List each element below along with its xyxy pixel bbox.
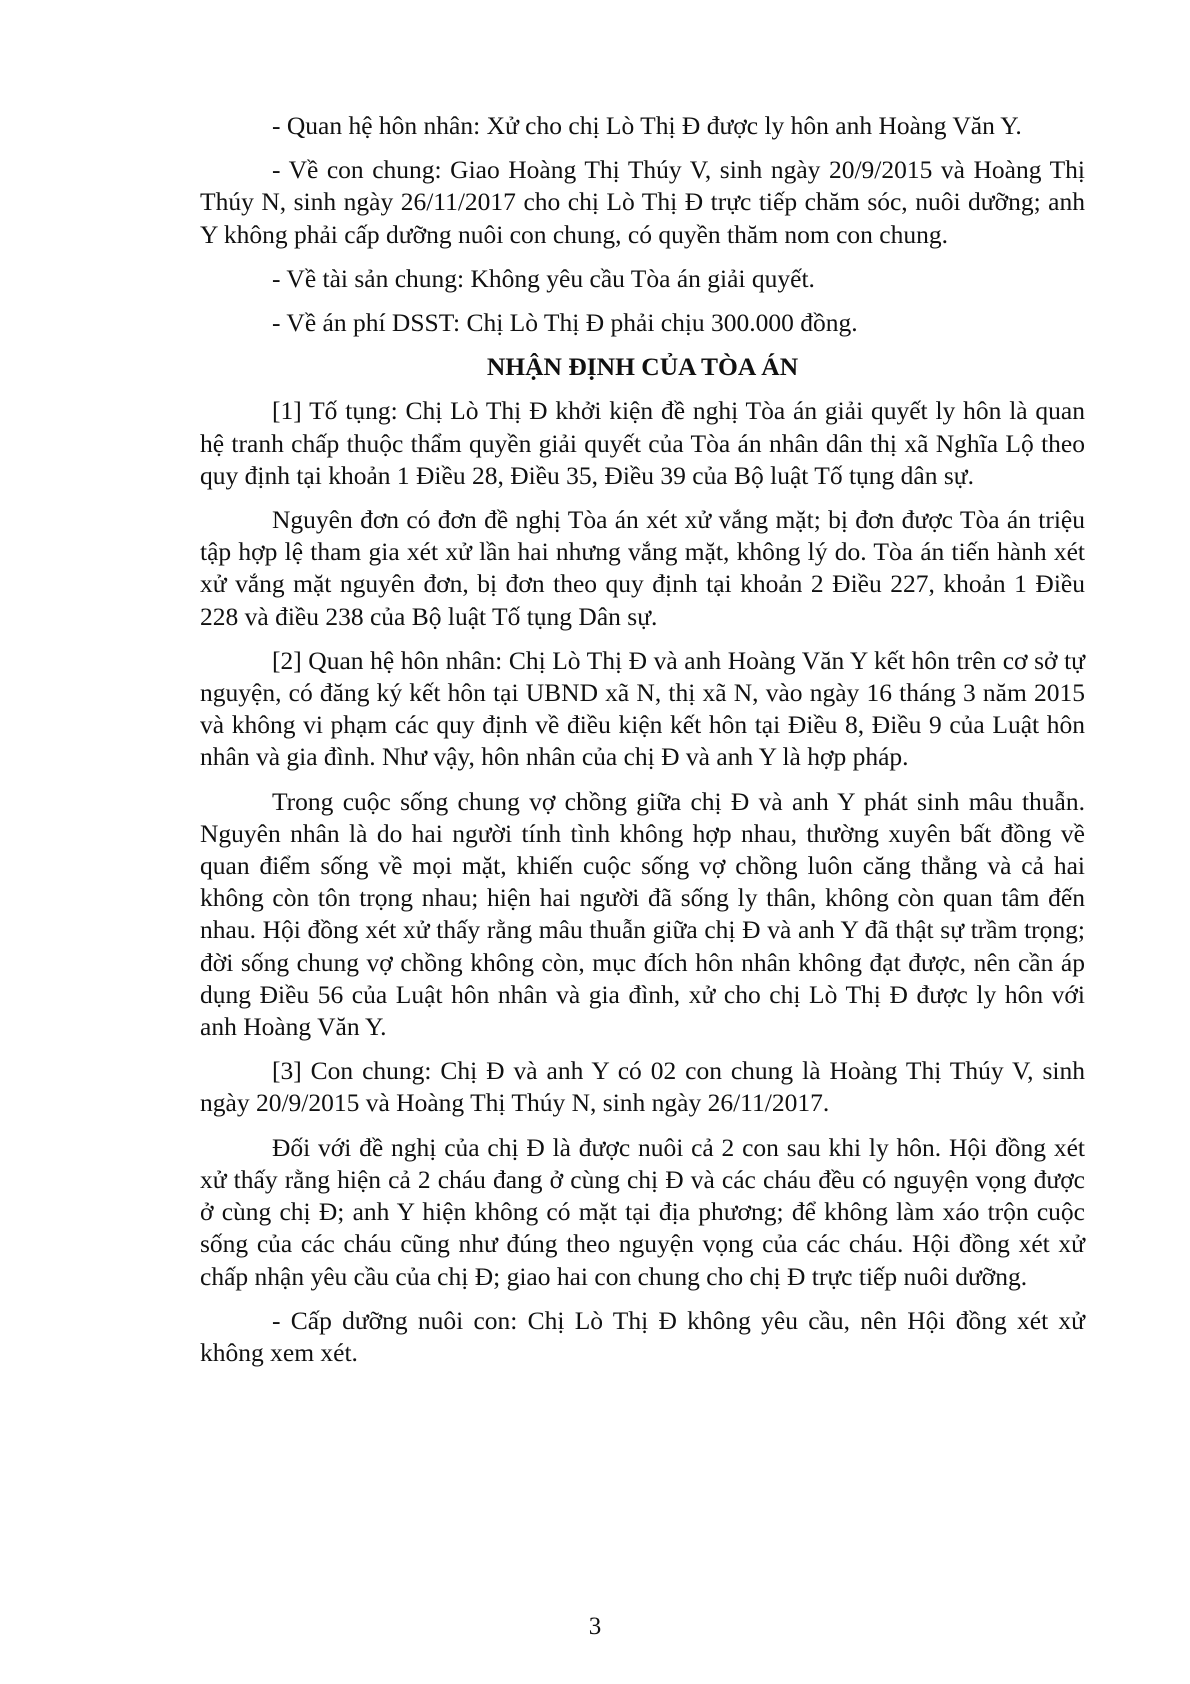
paragraph-marital-conflict: Trong cuộc sống chung vợ chồng giữa chị Đ và anh Y phát sinh mâu thuẫn. Nguyên nhân là do hai người tính tình không hợp nhau, thường xuyên bất đồng về quan điểm sống về mọi mặt, khiến cuộc sống vợ chồng luôn căng thẳng và cả hai không còn tôn trọng nhau; hiện hai người đã sống ly thân, không còn quan tâm đến nhau. Hội đồng xét xử thấy rằng mâu thuẫn giữa chị Đ và anh Y đã thật sự trầm trọng; đời sống chung vợ chồng không còn, mục đích hôn nhân không đạt được, nên cần áp dụng Điều 56 của Luật hôn nhân và gia đình, xử cho chị Lò Thị Đ được ly hôn với anh Hoàng Văn Y.	[200, 786, 1085, 1042]
paragraph-court-fee-ruling: - Về án phí DSST: Chị Lò Thị Đ phải chịu 300.000 đồng.	[272, 308, 858, 338]
paragraph-common-children: [3] Con chung: Chị Đ và anh Y có 02 con chung là Hoàng Thị Thúy V, sinh ngày 20/9/2015 và Hoàng Thị Thúy N, sinh ngày 26/11/2017.	[200, 1056, 1085, 1118]
paragraph-marital-relation: [2] Quan hệ hôn nhân: Chị Lò Thị Đ và anh Hoàng Văn Y kết hôn trên cơ sở tự nguyện, có đăng ký kết hôn tại UBND xã N, thị xã N, vào ngày 16 tháng 3 năm 2015 và không vi phạm các quy định về điều kiện kết hôn tại Điều 8, Điều 9 của Luật hôn nhân và gia đình. Như vậy, hôn nhân của chị Đ và anh Y là hợp pháp.	[200, 645, 1085, 772]
paragraph-procedure: [1] Tố tụng: Chị Lò Thị Đ khởi kiện đề nghị Tòa án giải quyết ly hôn là quan hệ tranh chấp thuộc thẩm quyền giải quyết của Tòa án nhân dân thị xã Nghĩa Lộ theo quy định tại khoản 1 Điều 28, Điều 35, Điều 39 của Bộ luật Tố tụng dân sự.	[200, 396, 1085, 490]
page-number: 3	[588, 1613, 602, 1640]
paragraph-child-support: - Cấp dưỡng nuôi con: Chị Lò Thị Đ không yêu cầu, nên Hội đồng xét xử không xem xét.	[200, 1305, 1085, 1367]
paragraph-custody-decision: Đối với đề nghị của chị Đ là được nuôi cả 2 con sau khi ly hôn. Hội đồng xét xử thấy rằng hiện cả 2 cháu đang ở cùng chị Đ và các cháu đều có nguyện vọng được ở cùng chị Đ; anh Y hiện không có mặt tại địa phương; để không làm xáo trộn cuộc sống của các cháu cũng như đúng theo nguyện vọng của các cháu. Hội đồng xét xử chấp nhận yêu cầu của chị Đ; giao hai con chung cho chị Đ trực tiếp nuôi dưỡng.	[200, 1132, 1085, 1291]
paragraph-common-property-ruling: - Về tài sản chung: Không yêu cầu Tòa án giải quyết.	[272, 263, 815, 293]
paragraph-absent-trial: Nguyên đơn có đơn đề nghị Tòa án xét xử vắng mặt; bị đơn được Tòa án triệu tập hợp lệ tham gia xét xử lần hai nhưng vắng mặt, không lý do. Tòa án tiến hành xét xử vắng mặt nguyên đơn, bị đơn theo quy định tại khoản 2 Điều 227, khoản 1 Điều 228 và điều 238 của Bộ luật Tố tụng Dân sự.	[200, 505, 1085, 631]
paragraph-common-children-ruling: - Về con chung: Giao Hoàng Thị Thúy V, sinh ngày 20/9/2015 và Hoàng Thị Thúy N, sinh ngày 26/11/2017 cho chị Lò Thị Đ trực tiếp chăm sóc, nuôi dưỡng; anh Y không phải cấp dưỡng nuôi con chung, có quyền thăm nom con chung.	[200, 155, 1085, 249]
paragraph-marital-relation-ruling: - Quan hệ hôn nhân: Xử cho chị Lò Thị Đ được ly hôn anh Hoàng Văn Y.	[272, 111, 1022, 140]
document-body	[200, 110, 1085, 1381]
section-heading: NHẬN ĐỊNH CỦA TÒA ÁN	[486, 352, 799, 382]
